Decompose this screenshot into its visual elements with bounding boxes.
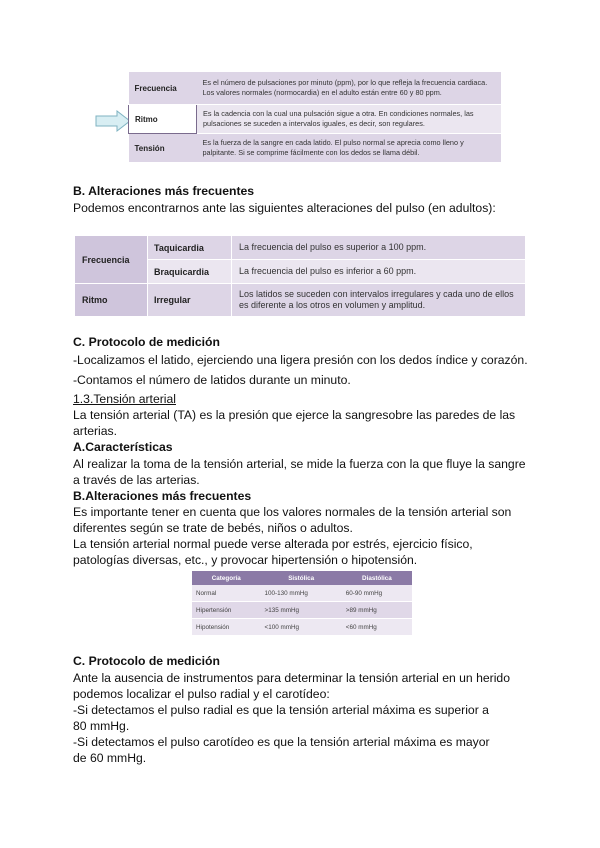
row-text: La frecuencia del pulso es inferior a 60 ppm.: [232, 260, 526, 284]
section-heading: A.Características: [73, 440, 173, 454]
table-cell: >89 mmHg: [342, 602, 412, 619]
row-key: Ritmo: [129, 105, 197, 134]
row-key: Frecuencia: [129, 72, 197, 105]
subsection-title: 1.3.Tensión arterial: [73, 392, 176, 406]
row-text: Es el número de pulsaciones por minuto (ppm), por lo que refleja la frecuencia cardiaca. Los valores normales (normocardia) en el adulto están entre 60 y 80 ppm.: [197, 72, 502, 105]
group-label: Ritmo: [75, 284, 148, 317]
row-sub: Braquicardia: [148, 260, 232, 284]
section-heading: B. Alteraciones más frecuentes: [73, 184, 255, 198]
paragraph: 80 mmHg.: [73, 719, 130, 733]
paragraph: patologías diversas, etc., y provocar hipertensión o hipotensión.: [73, 553, 418, 567]
paragraph: La tensión arterial (TA) es la presión que ejerce la sangresobre las paredes de las: [73, 408, 516, 422]
arrow-right-icon: [95, 110, 131, 132]
paragraph: -Contamos el número de latidos durante un minuto.: [73, 373, 351, 387]
table-row: [129, 72, 502, 105]
paragraph: -Si detectamos el pulso carotídeo es que la tensión arterial máxima es mayor: [73, 735, 490, 749]
table-row: [129, 134, 502, 163]
row-text: Es la cadencia con la cual una pulsación sigue a otra. En condiciones normales, las pulsaciones se suceden a intervalos iguales, es decir, son regulares.: [197, 105, 502, 134]
paragraph: -Si detectamos el pulso radial es que la tensión arterial máxima es superior a: [73, 703, 489, 717]
section-heading: C. Protocolo de medición: [73, 335, 220, 349]
section-heading: C. Protocolo de medición: [73, 654, 220, 668]
paragraph: arterias.: [73, 424, 118, 438]
paragraph: Es importante tener en cuenta que los valores normales de la tensión arterial son: [73, 505, 512, 519]
table-cell: Hipertensión: [192, 602, 261, 619]
pulse-alterations-table: [74, 235, 526, 317]
table-row: [192, 619, 412, 636]
table-header-row: [192, 571, 412, 585]
paragraph: Podemos encontrarnos ante las siguientes alteraciones del pulso (en adultos):: [73, 201, 496, 215]
row-sub: Irregular: [148, 284, 232, 317]
group-label: Frecuencia: [75, 236, 148, 284]
row-key: Tensión: [129, 134, 197, 163]
paragraph: de 60 mmHg.: [73, 751, 147, 765]
table-row: [75, 236, 526, 260]
table-row: [192, 585, 412, 602]
paragraph: -Localizamos el latido, ejerciendo una ligera presión con los dedos índice y corazón.: [73, 353, 528, 367]
table-row: [192, 602, 412, 619]
table-row: [129, 105, 502, 134]
section-heading: B.Alteraciones más frecuentes: [73, 489, 252, 503]
paragraph: podemos localizar el pulso radial y el carotídeo:: [73, 687, 330, 701]
table-cell: <100 mmHg: [261, 619, 342, 636]
table-cell: >135 mmHg: [261, 602, 342, 619]
paragraph: a través de las arterias.: [73, 473, 200, 487]
table-cell: <60 mmHg: [342, 619, 412, 636]
row-sub: Taquicardia: [148, 236, 232, 260]
row-text: Es la fuerza de la sangre en cada latido. El pulso normal se aprecia como lleno y palpitante. Si se comprime fácilmente con los dedos se llama débil.: [197, 134, 502, 163]
blood-pressure-table: [192, 571, 412, 636]
table-cell: 60-90 mmHg: [342, 585, 412, 602]
pulse-characteristics-table: [128, 72, 501, 163]
table-row: [75, 284, 526, 317]
column-header: Categoría: [192, 571, 261, 585]
column-header: Sistólica: [261, 571, 342, 585]
table-cell: Normal: [192, 585, 261, 602]
paragraph: diferentes según se trate de bebés, niños o adultos.: [73, 521, 353, 535]
table-cell: 100-130 mmHg: [261, 585, 342, 602]
row-text: La frecuencia del pulso es superior a 100 ppm.: [232, 236, 526, 260]
row-text: Los latidos se suceden con intervalos irregulares y cada uno de ellos es diferente a los otros en volumen y amplitud.: [232, 284, 526, 317]
paragraph: Ante la ausencia de instrumentos para determinar la tensión arterial en un herido: [73, 671, 510, 685]
paragraph: Al realizar la toma de la tensión arterial, se mide la fuerza con la que fluye la sangre: [73, 457, 526, 471]
table-cell: Hipotensión: [192, 619, 261, 636]
column-header: Diastólica: [342, 571, 412, 585]
paragraph: La tensión arterial normal puede verse alterada por estrés, ejercicio físico,: [73, 537, 473, 551]
